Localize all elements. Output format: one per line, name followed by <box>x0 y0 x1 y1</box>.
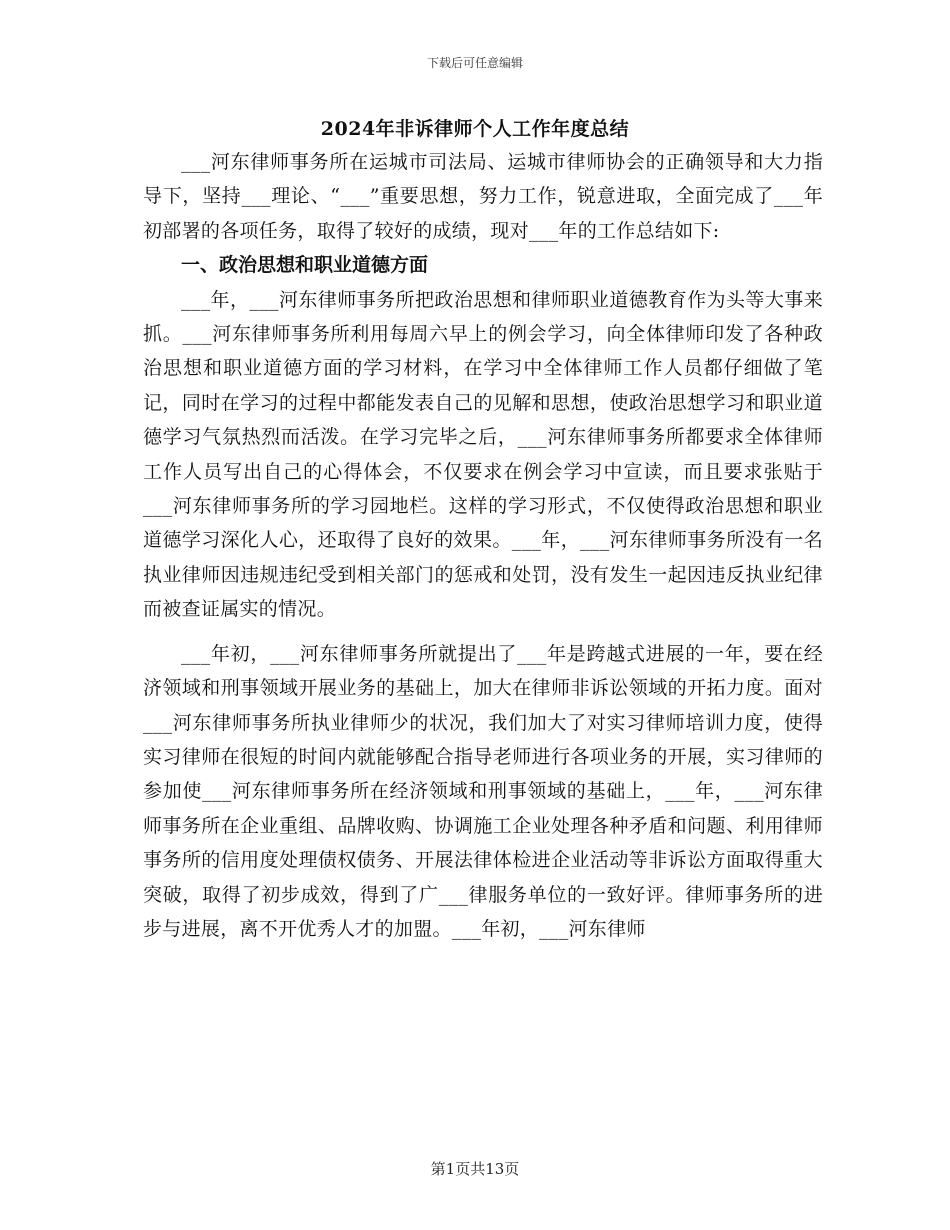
header-note: 下载后可任意编辑 <box>426 56 523 70</box>
page-number: 第1页共13页 <box>430 1160 520 1178</box>
body-paragraph-2: ___年初，___河东律师事务所就提出了___年是跨越式进展的一年，要在经济领域和刑事领域开展业务的基础上，加大在律师非诉讼领域的开拓力度。面对___河东律师事务所执业律师少的状况，我们加大了对实习律师培训力度，使得实习律师在很短的时间内就能够配合指导老师进行各项业务的开展，实习律师的参加使___河东律师事务所在经济领域和刑事领域的基础上，___年，___河东律师事务所在企业重组、品牌收购、协调施工企业处理各种矛盾和问题、利用律师事务所的信用度处理债权债务、开展法律体检进企业活动等非诉讼方面取得重大突破，取得了初步成效，得到了广___律服务单位的一致好评。律师事务所的进步与进展，离不开优秀人才的加盟。___年初，___河东律师 <box>143 642 823 940</box>
intro-paragraph: ___河东律师事务所在运城市司法局、运城市律师协会的正确领导和大力指导下，坚持___理论、“___”重要思想，努力工作，锐意进取，全面完成了___年初部署的各项任务，取得了较好的成绩，现对___年的工作总结如下: <box>143 151 823 242</box>
document-title: 2024年非诉律师个人工作年度总结 <box>320 118 630 140</box>
body-paragraph-1: ___年，___河东律师事务所把政治思想和律师职业道德教育作为头等大事来抓。___河东律师事务所利用每周六早上的例会学习，向全体律师印发了各种政治思想和职业道德方面的学习材料，在学习中全体律师工作人员都仔细做了笔记，同时在学习的过程中都能发表自己的见解和思想，使政治思想学习和职业道德学习气氛热烈而活泼。在学习完毕之后，___河东律师事务所都要求全体律师工作人员写出自己的心得体会，不仅要求在例会学习中宣读，而且要求张贴于___河东律师事务所的学习园地栏。这样的学习形式，不仅使得政治思想和职业道德学习深化人心，还取得了良好的效果。___年，___河东律师事务所没有一名执业律师因违规违纪受到相关部门的惩戒和处罚，没有发生一起因违反执业纪律而被查证属实的情况。 <box>143 288 823 621</box>
document-body <box>143 145 823 946</box>
section-heading: 一、政治思想和职业道德方面 <box>181 254 429 277</box>
